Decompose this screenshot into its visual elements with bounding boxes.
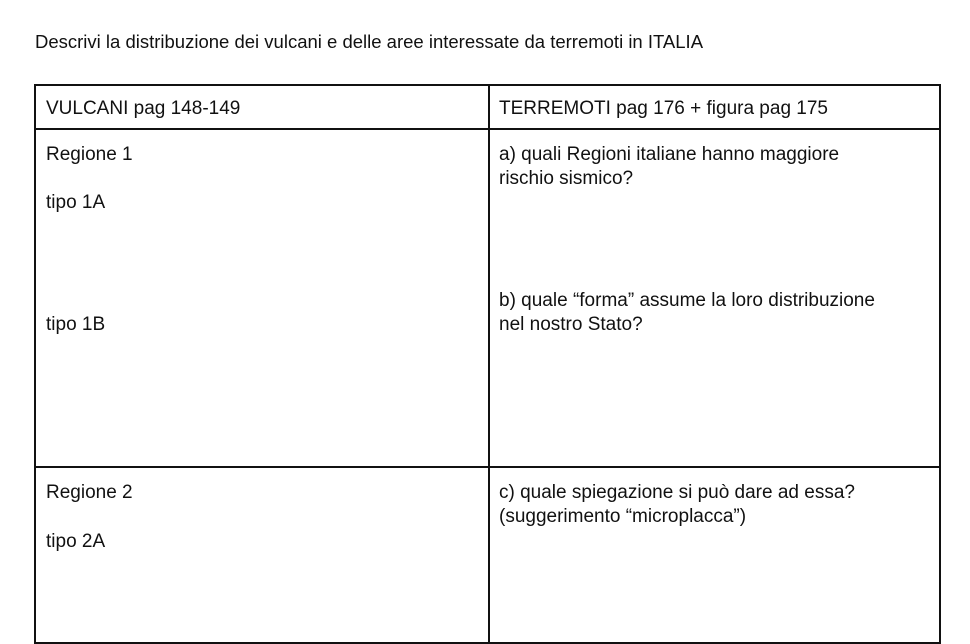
question-c-line-1: c) quale spiegazione si può dare ad essa?	[499, 482, 855, 503]
region-2-label: Regione 2	[46, 482, 133, 503]
header-earthquakes: TERREMOTI pag 176 + figura pag 175	[499, 98, 828, 119]
question-b-line-2: nel nostro Stato?	[499, 314, 643, 335]
column-divider	[488, 86, 490, 642]
question-b-line-1: b) quale “forma” assume la loro distribuzione	[499, 290, 875, 311]
type-2a-label: tipo 2A	[46, 531, 106, 552]
header-volcanoes: VULCANI pag 148-149	[46, 98, 241, 119]
header-row-divider	[36, 128, 939, 130]
worksheet-table	[34, 84, 941, 644]
question-a-line-2: rischio sismico?	[499, 168, 634, 189]
type-1a-label: tipo 1A	[46, 192, 106, 213]
row-divider	[36, 466, 939, 468]
type-1b-label: tipo 1B	[46, 314, 106, 335]
region-1-label: Regione 1	[46, 144, 133, 165]
question-c-line-2: (suggerimento “microplacca”)	[499, 506, 747, 527]
page-title: Descrivi la distribuzione dei vulcani e delle aree interessate da terremoti in ITALIA	[35, 31, 704, 52]
question-a-line-1: a) quali Regioni italiane hanno maggiore	[499, 144, 840, 165]
